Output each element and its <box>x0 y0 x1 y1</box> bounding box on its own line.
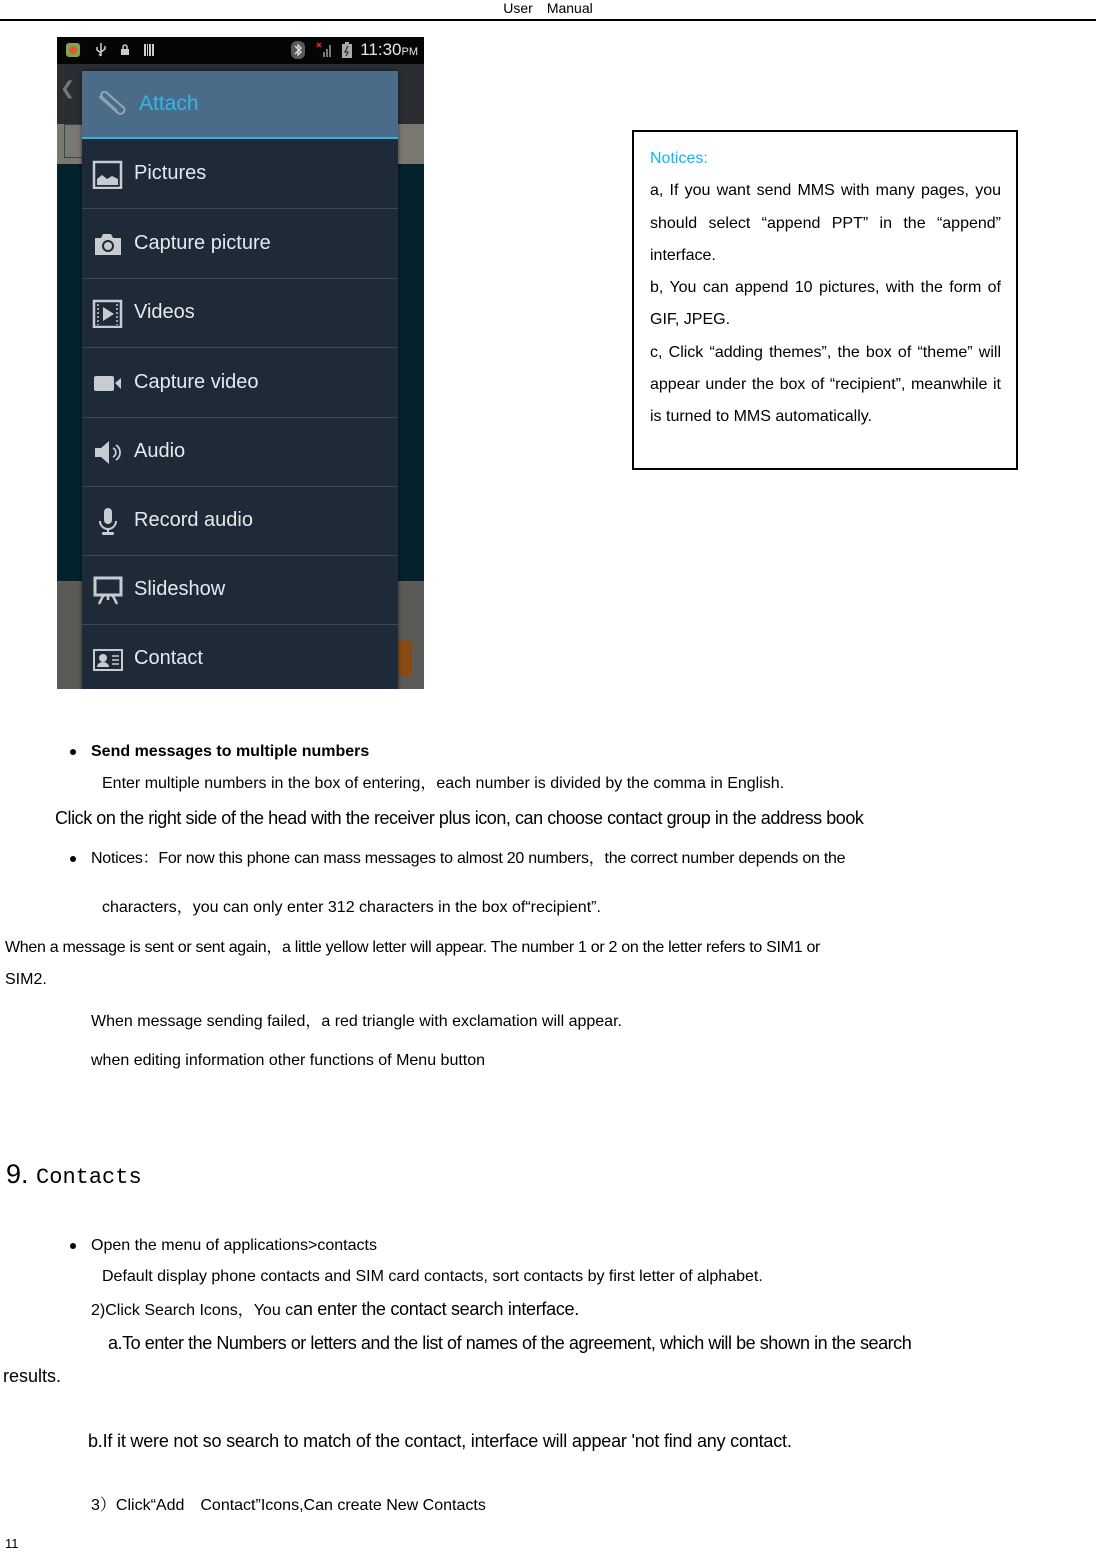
notice-c: c, Click “adding themes”, the box of “theme” will appear under the box of “recipient”, meanwhile it is turned to MMS automatically. <box>650 343 1001 426</box>
dialog-title-bar <box>82 71 398 139</box>
header-right: Manual <box>546 0 593 16</box>
menu-item-capture-picture[interactable]: Capture picture <box>82 209 398 279</box>
notice-a: a, If you want send MMS with many pages, you should select “append PPT” in the “append” interface. <box>650 182 1001 264</box>
menu-item-videos[interactable]: Videos <box>82 278 398 348</box>
lock-icon <box>119 43 131 57</box>
battery-charging-icon <box>341 41 353 59</box>
camera-icon <box>92 229 124 259</box>
search-step-a-cont: results. <box>3 1366 62 1386</box>
slideshow-icon <box>92 575 124 605</box>
speaker-icon <box>92 437 124 467</box>
app-icon <box>65 42 81 58</box>
menu-item-slideshow[interactable]: Slideshow <box>82 555 398 625</box>
section-multi-numbers-title: Send messages to multiple numbers <box>91 743 370 760</box>
search-icon-step: 2)Click Search Icons，You can enter the contact search interface. <box>91 1299 579 1319</box>
barcode-icon <box>143 42 155 58</box>
page-header <box>0 0 1096 20</box>
multi-numbers-description: Enter multiple numbers in the box of entering，each number is divided by the comma in English. <box>102 775 785 792</box>
notice-b: b, You can append 10 pictures, with the form of GIF, JPEG. <box>650 279 1001 329</box>
microphone-icon <box>92 506 124 536</box>
sent-message-info-cont: SIM2. <box>5 971 47 988</box>
search-step-a: a.To enter the Numbers or letters and the list of names of the agreement, which will be shown in the search <box>108 1333 912 1353</box>
no-signal-icon <box>315 41 335 59</box>
menu-item-capture-video[interactable]: Capture video <box>82 348 398 418</box>
notice-mass-messages: Notices：For now this phone can mass messages to almost 20 numbers，the correct number depends on the <box>91 850 846 867</box>
heading-number: 9. <box>6 1159 29 1189</box>
heading-text: Contacts <box>36 1165 142 1190</box>
dialog-title: Attach <box>139 92 199 115</box>
menu-item-pictures[interactable]: Pictures <box>82 139 398 209</box>
contact-card-icon <box>92 644 124 674</box>
add-contact-step: 3）Click“Add Contact”Icons,Can create New Contacts <box>91 1497 486 1514</box>
video-icon <box>92 298 124 328</box>
section-heading-contacts <box>6 1158 142 1194</box>
phone-screenshot <box>57 37 424 689</box>
menu-button-info: when editing information other functions of Menu button <box>91 1052 486 1069</box>
menu-item-audio[interactable]: Audio <box>82 417 398 487</box>
status-time: 11:30PM <box>360 40 418 59</box>
header-left: User <box>503 0 533 16</box>
notices-title: Notices: <box>650 150 708 167</box>
attach-dialog <box>82 71 398 689</box>
notice-mass-messages-cont: characters，you can only enter 312 characters in the box of“recipient”. <box>102 899 601 916</box>
usb-icon <box>95 42 107 58</box>
search-step-b: b.If it were not so search to match of the contact, interface will appear 'not find any contact. <box>88 1431 792 1451</box>
paperclip-icon <box>94 91 128 117</box>
menu-item-contact[interactable]: Contact <box>82 624 398 689</box>
menu-item-record-audio[interactable]: Record audio <box>82 486 398 556</box>
default-display-info: Default display phone contacts and SIM card contacts, sort contacts by first letter of alphabet. <box>102 1268 763 1285</box>
video-camera-icon <box>92 368 124 398</box>
page-number: 11 <box>5 1536 19 1551</box>
background-send-button <box>397 641 412 676</box>
header-divider <box>0 19 1096 21</box>
bluetooth-icon <box>291 41 305 59</box>
click-right-instruction: Click on the right side of the head with the receiver plus icon, can choose contact group in the address book <box>55 808 864 828</box>
failed-message-info: When message sending failed，a red triangle with exclamation will appear. <box>91 1013 622 1030</box>
notices-box <box>632 130 1018 470</box>
back-chevron-icon: ❮ <box>60 78 76 98</box>
open-contacts-step: Open the menu of applications>contacts <box>91 1237 377 1254</box>
sent-message-info: When a message is sent or sent again，a little yellow letter will appear. The number 1 or 2 on the letter refers to SIM1 or <box>5 939 821 956</box>
picture-icon <box>92 159 124 189</box>
status-bar <box>57 37 424 64</box>
